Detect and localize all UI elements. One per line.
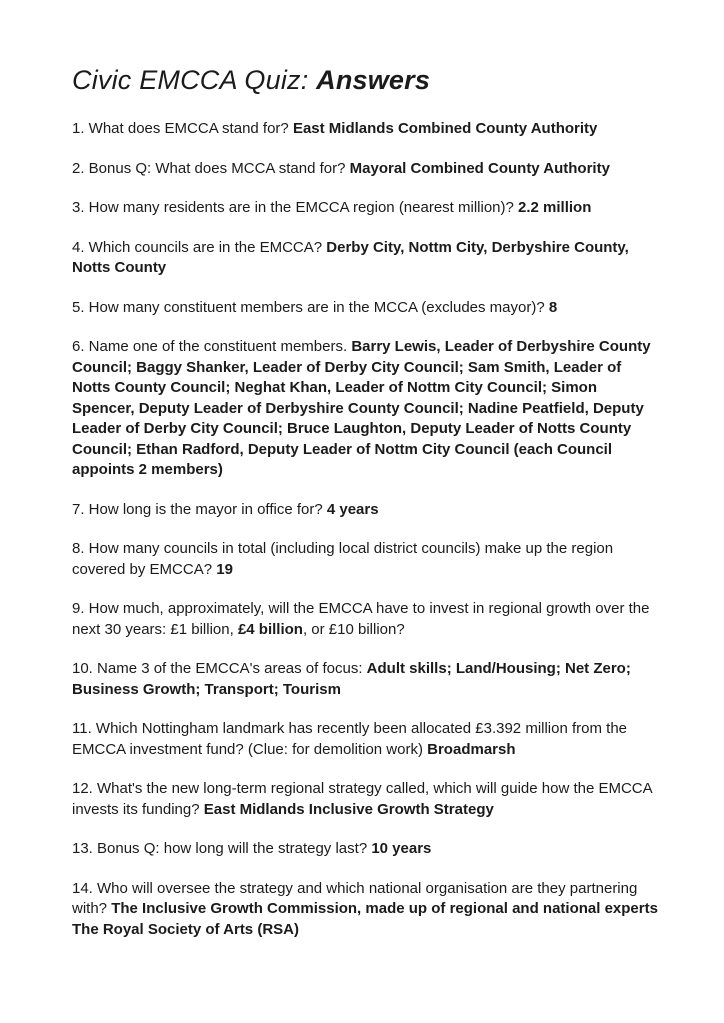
answer-text: 19 bbox=[216, 560, 233, 578]
answer-text: East Midlands Inclusive Growth Strategy bbox=[203, 800, 494, 818]
question-item bbox=[72, 298, 658, 319]
answer-text: The Inclusive Growth Commission, made up of regional and national experts The Royal Society of Arts (RSA) bbox=[72, 900, 658, 938]
title-prefix-text: Civic EMCCA Quiz: bbox=[72, 65, 317, 95]
question-text: 14. Who will oversee the strategy and which national organisation are they partnering with? bbox=[72, 879, 638, 918]
question-text: 9. How much, approximately, will the EMCCA have to invest in regional growth over the next 30 years: £1 billion, bbox=[72, 600, 650, 638]
title-answers-text: Answers bbox=[316, 65, 431, 95]
answer-text: Adult skills; Land/Housing; Net Zero; Business Growth; Transport; Tourism bbox=[72, 660, 631, 698]
question-item bbox=[72, 159, 658, 180]
answer-text: Mayoral Combined County Authority bbox=[349, 159, 610, 177]
answer-text: £4 billion bbox=[237, 620, 303, 638]
answer-text: 8 bbox=[548, 298, 558, 316]
question-text: 12. What's the new long-term regional strategy called, which will guide how the EMCCA invests its funding? bbox=[72, 780, 652, 818]
question-item bbox=[72, 539, 658, 580]
question-text: 5. How many constituent members are in the MCCA (excludes mayor)? bbox=[72, 298, 549, 316]
answer-text: Broadmarsh bbox=[427, 740, 516, 758]
question-item bbox=[72, 719, 658, 760]
question-text: 3. How many residents are in the EMCCA region (nearest million)? bbox=[72, 199, 519, 217]
question-item bbox=[72, 119, 658, 140]
question-item bbox=[72, 238, 658, 279]
question-text: , or £10 billion? bbox=[302, 620, 405, 638]
question-text: 7. How long is the mayor in office for? bbox=[72, 500, 327, 518]
answer-text: East Midlands Combined County Authority bbox=[292, 120, 598, 138]
question-item bbox=[72, 198, 658, 219]
question-item bbox=[72, 779, 658, 820]
question-text: 6. Name one of the constituent members. bbox=[72, 338, 352, 356]
question-text: 8. How many councils in total (including local district councils) make up the region covered by EMCCA? bbox=[72, 540, 614, 578]
answer-text: 2.2 million bbox=[518, 199, 592, 217]
question-text: 11. Which Nottingham landmark has recently been allocated £3.392 million from the EMCCA investment fund? (Clue: for demolition work) bbox=[72, 720, 628, 758]
question-text: 2. Bonus Q: What does MCCA stand for? bbox=[72, 159, 350, 177]
answer-text: 4 years bbox=[326, 500, 379, 518]
question-item bbox=[72, 337, 658, 481]
question-text: 13. Bonus Q: how long will the strategy last? bbox=[72, 840, 372, 858]
page-title bbox=[72, 64, 658, 96]
question-text: 10. Name 3 of the EMCCA's areas of focus: bbox=[72, 660, 367, 678]
question-item bbox=[72, 879, 658, 941]
answer-text: Derby City, Nottm City, Derbyshire County, Notts County bbox=[72, 238, 629, 277]
question-item bbox=[72, 839, 658, 860]
question-item bbox=[72, 659, 658, 700]
question-item bbox=[72, 599, 658, 640]
answer-text: 10 years bbox=[371, 840, 432, 858]
question-text: 1. What does EMCCA stand for? bbox=[72, 120, 293, 138]
question-text: 4. Which councils are in the EMCCA? bbox=[72, 238, 327, 256]
answer-text: Barry Lewis, Leader of Derbyshire County Council; Baggy Shanker, Leader of Derby City Council; Sam Smith, Leader of Notts County Council; Neghat Khan, Leader of Nottm City Council; Simon Spencer, Deputy Leader of Derbyshire County Council; Nadine Peatfield, Deputy Leader of Derby City Council; Bruce Laughton, Deputy Leader of Notts County Council; Ethan Radford, Deputy Leader of Nottm City Council (each Council appoints 2 members) bbox=[72, 338, 651, 479]
question-list bbox=[72, 119, 658, 940]
question-item bbox=[72, 500, 658, 521]
